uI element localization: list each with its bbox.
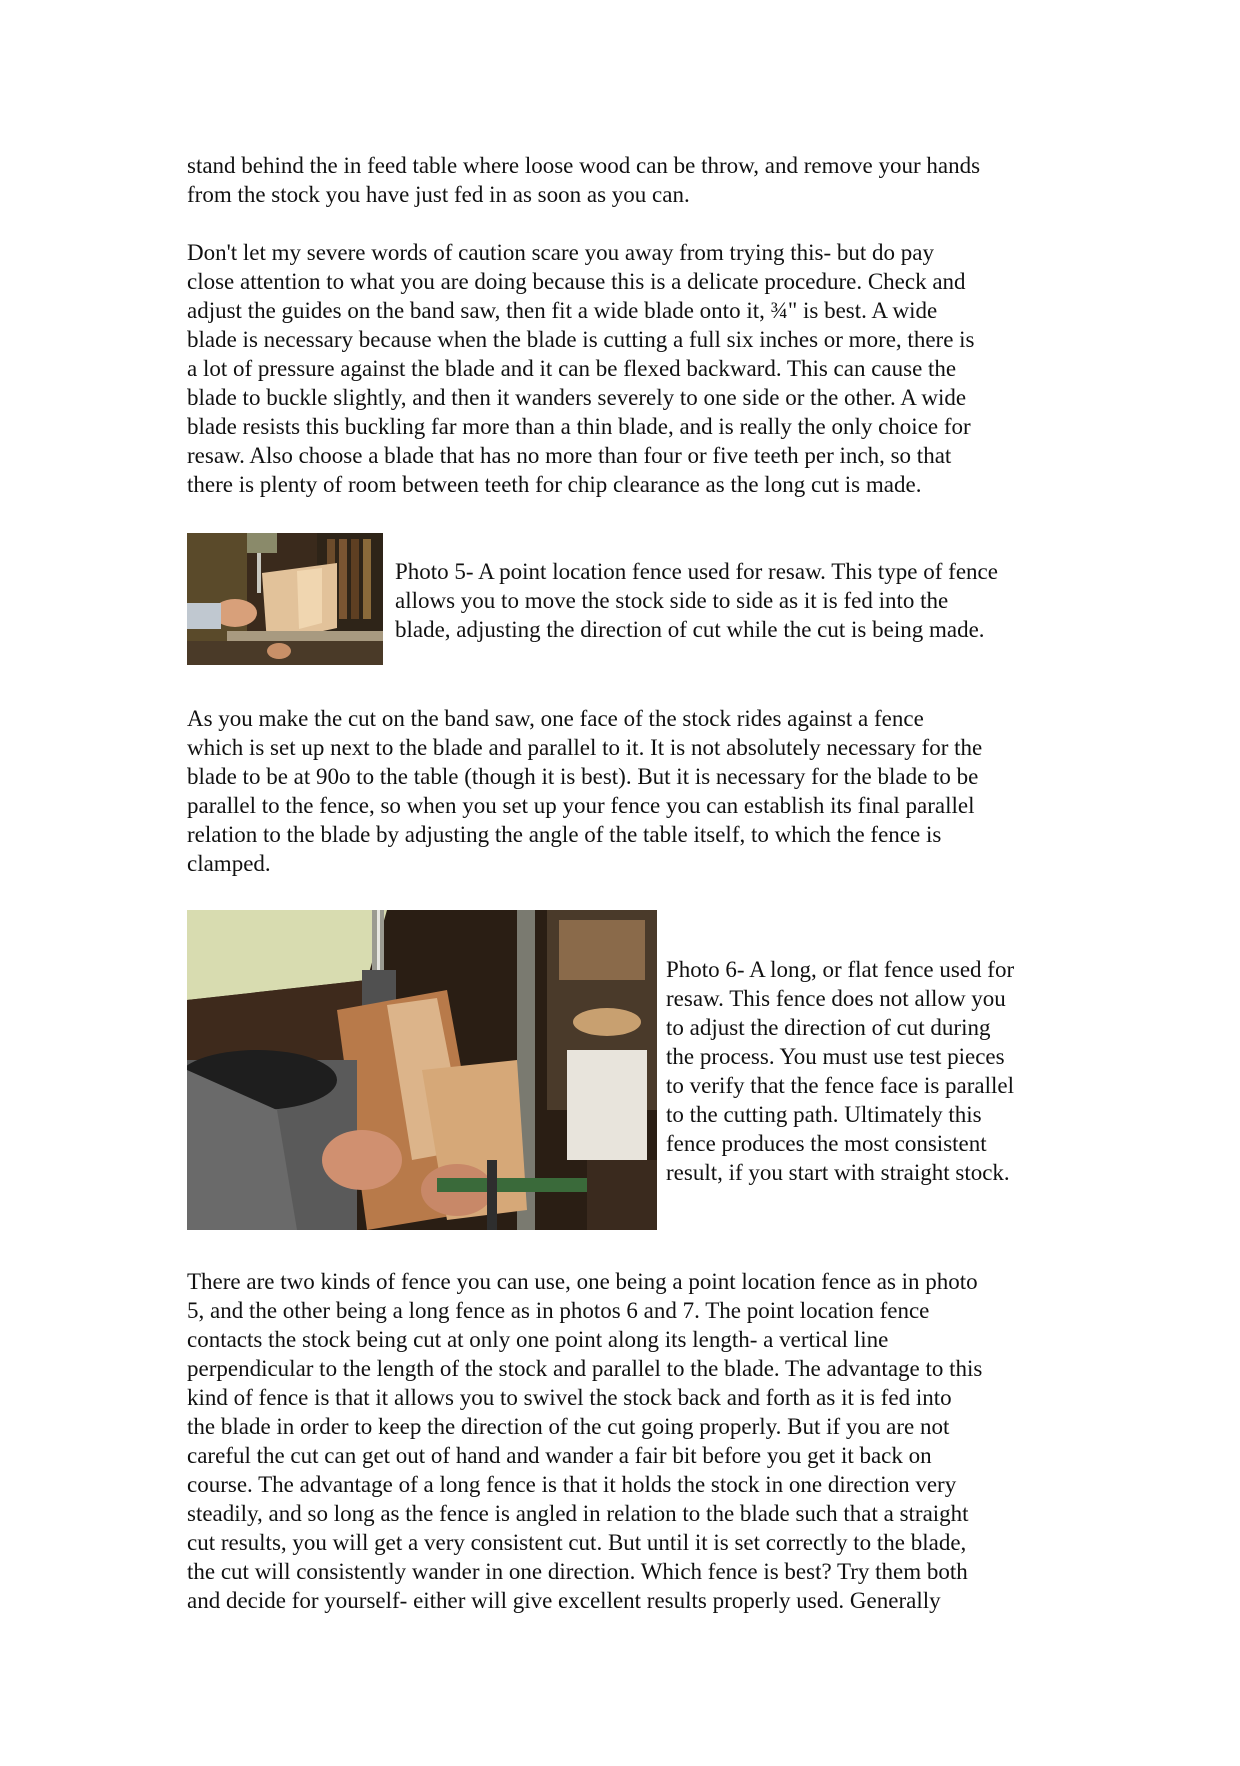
- paragraph-line: steadily, and so long as the fence is angled in relation to the blade such that a straight: [187, 1501, 969, 1526]
- caption-line: to the cutting path. Ultimately this: [666, 1102, 982, 1127]
- paragraph-line: close attention to what you are doing because this is a delicate procedure. Check and: [187, 269, 966, 294]
- caption-line: blade, adjusting the direction of cut while the cut is being made.: [395, 617, 985, 642]
- paragraph-line: careful the cut can get out of hand and wander a fair bit before you get it back on: [187, 1443, 932, 1468]
- caption-line: resaw. This fence does not allow you: [666, 986, 1006, 1011]
- caption-line: result, if you start with straight stock.: [666, 1160, 1010, 1185]
- paragraph-line: cut results, you will get a very consistent cut. But until it is set correctly to the blade,: [187, 1530, 967, 1555]
- paragraph-line: kind of fence is that it allows you to swivel the stock back and forth as it is fed into: [187, 1385, 952, 1410]
- photo-6-image: [187, 910, 657, 1230]
- paragraph-line: 5, and the other being a long fence as in photos 6 and 7. The point location fence: [187, 1298, 930, 1323]
- paragraph-line: adjust the guides on the band saw, then fit a wide blade onto it, ¾" is best. A wide: [187, 298, 938, 323]
- paragraph-line: the cut will consistently wander in one direction. Which fence is best? Try them both: [187, 1559, 968, 1584]
- paragraph-line: and decide for yourself- either will give excellent results properly used. Generally: [187, 1588, 941, 1613]
- paragraph-line: the blade in order to keep the direction of the cut going properly. But if you are not: [187, 1414, 950, 1439]
- paragraph-line: clamped.: [187, 851, 271, 876]
- paragraph-1: [187, 151, 980, 209]
- paragraph-2: [187, 238, 975, 499]
- paragraph-line: which is set up next to the blade and parallel to it. It is not absolutely necessary for the: [187, 735, 983, 760]
- paragraph-line: blade is necessary because when the blade is cutting a full six inches or more, there is: [187, 327, 975, 352]
- paragraph-line: parallel to the fence, so when you set up your fence you can establish its final parallel: [187, 793, 975, 818]
- photo-5-caption: [395, 557, 998, 644]
- paragraph-line: blade resists this buckling far more than a thin blade, and is really the only choice for: [187, 414, 971, 439]
- paragraph-line: course. The advantage of a long fence is that it holds the stock in one direction very: [187, 1472, 957, 1497]
- caption-line: the process. You must use test pieces: [666, 1044, 1005, 1069]
- paragraph-line: there is plenty of room between teeth for chip clearance as the long cut is made.: [187, 472, 922, 497]
- caption-line: allows you to move the stock side to side as it is fed into the: [395, 588, 949, 613]
- paragraph-line: a lot of pressure against the blade and it can be flexed backward. This can cause the: [187, 356, 957, 381]
- paragraph-line: As you make the cut on the band saw, one face of the stock rides against a fence: [187, 706, 924, 731]
- paragraph-line: blade to be at 90o to the table (though it is best). But it is necessary for the blade to be: [187, 764, 979, 789]
- photo-6-caption: [666, 955, 1014, 1187]
- paragraph-3: [187, 704, 982, 878]
- caption-line: Photo 6- A long, or flat fence used for: [666, 957, 1015, 982]
- paragraph-line: resaw. Also choose a blade that has no more than four or five teeth per inch, so that: [187, 443, 952, 468]
- paragraph-line: relation to the blade by adjusting the angle of the table itself, to which the fence is: [187, 822, 942, 847]
- paragraph-line: from the stock you have just fed in as soon as you can.: [187, 182, 690, 207]
- paragraph-4: [187, 1267, 982, 1615]
- caption-line: to adjust the direction of cut during: [666, 1015, 991, 1040]
- paragraph-line: There are two kinds of fence you can use, one being a point location fence as in photo: [187, 1269, 978, 1294]
- caption-line: to verify that the fence face is parallel: [666, 1073, 1015, 1098]
- paragraph-line: perpendicular to the length of the stock and parallel to the blade. The advantage to this: [187, 1356, 983, 1381]
- caption-line: fence produces the most consistent: [666, 1131, 987, 1156]
- paragraph-line: stand behind the in feed table where loose wood can be throw, and remove your hands: [187, 153, 981, 178]
- paragraph-line: Don't let my severe words of caution scare you away from trying this- but do pay: [187, 240, 934, 265]
- caption-line: Photo 5- A point location fence used for resaw. This type of fence: [395, 559, 998, 584]
- photo-5-image: [187, 533, 383, 665]
- paragraph-line: blade to buckle slightly, and then it wanders severely to one side or the other. A wide: [187, 385, 967, 410]
- paragraph-line: contacts the stock being cut at only one point along its length- a vertical line: [187, 1327, 889, 1352]
